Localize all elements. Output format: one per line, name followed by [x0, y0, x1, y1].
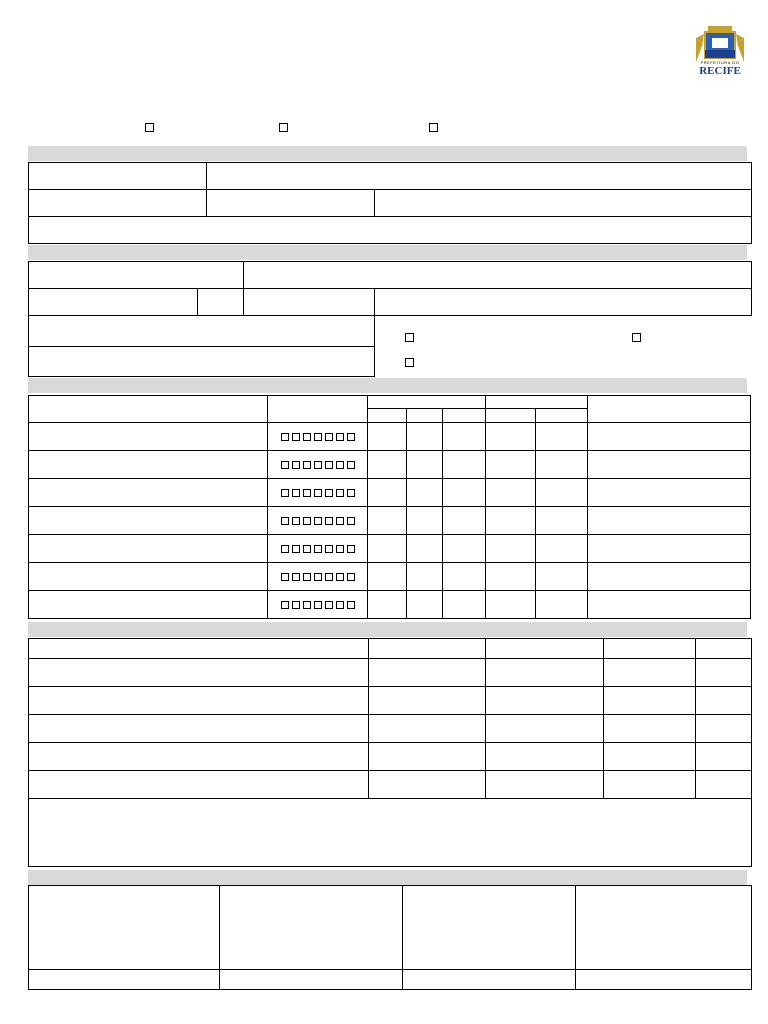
day-checkboxes-cell — [268, 479, 368, 507]
day-checkbox[interactable] — [292, 545, 300, 553]
field-cell[interactable] — [29, 262, 244, 289]
notes-cell[interactable] — [29, 799, 752, 867]
logo-name: RECIFE — [699, 65, 741, 77]
day-checkbox[interactable] — [281, 489, 289, 497]
field-cell[interactable] — [486, 479, 536, 507]
day-checkbox[interactable] — [281, 517, 289, 525]
options-cell — [375, 316, 752, 377]
header-cell — [407, 409, 443, 423]
header-cell — [368, 409, 407, 423]
field-cell[interactable] — [369, 659, 486, 687]
field-cell[interactable] — [604, 687, 696, 715]
field-cell[interactable] — [29, 347, 375, 377]
day-checkbox[interactable] — [281, 545, 289, 553]
field-cell[interactable] — [407, 591, 443, 619]
field-cell[interactable] — [486, 743, 604, 771]
day-checkbox[interactable] — [303, 573, 311, 581]
field-cell[interactable] — [443, 451, 486, 479]
option-checkbox-4[interactable] — [405, 333, 414, 342]
field-cell[interactable] — [29, 451, 268, 479]
field-cell[interactable] — [486, 423, 536, 451]
header-cell — [486, 639, 604, 659]
header-cell — [696, 639, 752, 659]
field-cell[interactable] — [29, 507, 268, 535]
day-checkbox[interactable] — [281, 433, 289, 441]
section-band-5 — [28, 870, 747, 885]
day-checkbox[interactable] — [325, 489, 333, 497]
field-cell[interactable] — [207, 163, 752, 190]
day-checkbox[interactable] — [292, 433, 300, 441]
field-cell[interactable] — [588, 451, 751, 479]
field-cell[interactable] — [443, 479, 486, 507]
field-cell[interactable] — [486, 563, 536, 591]
field-cell[interactable] — [220, 970, 403, 990]
section-1-table — [28, 162, 752, 244]
table-row — [29, 715, 752, 743]
field-cell[interactable] — [29, 316, 375, 347]
field-cell[interactable] — [369, 771, 486, 799]
field-cell[interactable] — [29, 289, 198, 316]
field-cell[interactable] — [486, 507, 536, 535]
day-checkbox[interactable] — [281, 573, 289, 581]
section-band-2 — [28, 245, 747, 260]
field-cell[interactable] — [368, 563, 407, 591]
table-row — [29, 423, 751, 451]
field-cell[interactable] — [29, 163, 207, 190]
day-checkbox[interactable] — [336, 433, 344, 441]
day-checkbox[interactable] — [303, 489, 311, 497]
field-cell[interactable] — [696, 659, 752, 687]
field-cell[interactable] — [486, 535, 536, 563]
field-cell[interactable] — [29, 591, 268, 619]
field-cell[interactable] — [375, 190, 752, 217]
field-cell[interactable] — [29, 687, 369, 715]
field-cell[interactable] — [368, 479, 407, 507]
field-cell[interactable] — [443, 591, 486, 619]
field-cell[interactable] — [407, 451, 443, 479]
table-row — [29, 687, 752, 715]
field-cell[interactable] — [29, 535, 268, 563]
field-cell[interactable] — [604, 771, 696, 799]
logo-subtitle: PREFEITURA DO — [700, 60, 740, 65]
day-checkbox[interactable] — [347, 461, 355, 469]
table-row — [29, 451, 751, 479]
field-cell[interactable] — [29, 771, 369, 799]
field-cell[interactable] — [696, 687, 752, 715]
table-row — [29, 659, 752, 687]
field-cell[interactable] — [407, 507, 443, 535]
day-checkbox[interactable] — [336, 573, 344, 581]
header-cell — [604, 639, 696, 659]
day-checkbox[interactable] — [336, 517, 344, 525]
section-5-table — [28, 885, 752, 990]
field-cell[interactable] — [536, 591, 588, 619]
field-cell[interactable] — [576, 970, 752, 990]
header-cell — [29, 396, 268, 423]
signature-cell[interactable] — [576, 886, 752, 970]
header-cell — [369, 639, 486, 659]
option-checkbox-5[interactable] — [632, 333, 641, 342]
day-checkbox[interactable] — [303, 517, 311, 525]
field-cell[interactable] — [29, 479, 268, 507]
day-checkbox[interactable] — [325, 517, 333, 525]
day-checkbox[interactable] — [292, 461, 300, 469]
field-cell[interactable] — [588, 423, 751, 451]
field-cell[interactable] — [486, 591, 536, 619]
field-cell[interactable] — [536, 563, 588, 591]
option-checkbox-3[interactable] — [429, 123, 438, 132]
field-cell[interactable] — [403, 970, 576, 990]
table-row — [29, 743, 752, 771]
day-checkbox[interactable] — [281, 601, 289, 609]
field-cell[interactable] — [375, 289, 752, 316]
day-checkbox[interactable] — [336, 545, 344, 553]
day-checkbox[interactable] — [325, 573, 333, 581]
day-checkbox[interactable] — [347, 517, 355, 525]
day-checkbox[interactable] — [314, 461, 322, 469]
table-row — [29, 591, 751, 619]
day-checkboxes-cell — [268, 423, 368, 451]
section-band-3 — [28, 378, 747, 393]
day-checkbox[interactable] — [336, 461, 344, 469]
day-checkbox[interactable] — [303, 601, 311, 609]
field-cell[interactable] — [536, 423, 588, 451]
signature-cell[interactable] — [220, 886, 403, 970]
header-cell — [486, 409, 536, 423]
field-cell[interactable] — [29, 190, 207, 217]
field-cell[interactable] — [29, 659, 369, 687]
field-cell[interactable] — [696, 771, 752, 799]
day-checkbox[interactable] — [303, 461, 311, 469]
day-checkbox[interactable] — [292, 573, 300, 581]
field-cell[interactable] — [486, 771, 604, 799]
field-cell[interactable] — [443, 535, 486, 563]
field-cell[interactable] — [588, 507, 751, 535]
day-checkbox[interactable] — [314, 573, 322, 581]
field-cell[interactable] — [588, 479, 751, 507]
header-cell — [29, 639, 369, 659]
field-cell[interactable] — [536, 535, 588, 563]
day-checkbox[interactable] — [303, 545, 311, 553]
field-cell[interactable] — [486, 715, 604, 743]
field-cell[interactable] — [407, 423, 443, 451]
field-cell[interactable] — [369, 715, 486, 743]
field-cell[interactable] — [486, 687, 604, 715]
field-cell[interactable] — [29, 743, 369, 771]
field-cell[interactable] — [486, 451, 536, 479]
day-checkbox[interactable] — [347, 545, 355, 553]
day-checkbox[interactable] — [325, 545, 333, 553]
day-checkbox[interactable] — [347, 601, 355, 609]
signature-cell[interactable] — [29, 886, 220, 970]
option-checkbox-1[interactable] — [145, 123, 154, 132]
field-cell[interactable] — [588, 535, 751, 563]
day-checkboxes-cell — [268, 535, 368, 563]
field-cell[interactable] — [369, 743, 486, 771]
day-checkbox[interactable] — [325, 433, 333, 441]
field-cell[interactable] — [29, 217, 752, 244]
field-cell[interactable] — [198, 289, 244, 316]
day-checkbox[interactable] — [292, 489, 300, 497]
header-cell — [486, 396, 588, 409]
field-cell[interactable] — [244, 262, 752, 289]
header-cell — [443, 409, 486, 423]
field-cell[interactable] — [407, 563, 443, 591]
signature-cell[interactable] — [403, 886, 576, 970]
day-checkbox[interactable] — [314, 517, 322, 525]
day-checkbox[interactable] — [292, 517, 300, 525]
day-checkbox[interactable] — [336, 601, 344, 609]
day-checkbox[interactable] — [347, 573, 355, 581]
header-cell — [588, 396, 751, 423]
field-cell[interactable] — [443, 563, 486, 591]
field-cell[interactable] — [29, 715, 369, 743]
day-checkbox[interactable] — [325, 461, 333, 469]
day-checkbox[interactable] — [314, 601, 322, 609]
day-checkbox[interactable] — [347, 489, 355, 497]
header-cell — [368, 396, 486, 409]
field-cell[interactable] — [368, 423, 407, 451]
day-checkbox[interactable] — [314, 489, 322, 497]
field-cell[interactable] — [443, 423, 486, 451]
day-checkbox[interactable] — [336, 489, 344, 497]
day-checkbox[interactable] — [292, 601, 300, 609]
day-checkbox[interactable] — [314, 545, 322, 553]
table-row — [29, 563, 751, 591]
field-cell[interactable] — [244, 289, 375, 316]
field-cell[interactable] — [604, 659, 696, 687]
section-3-table — [28, 395, 751, 619]
day-checkboxes-cell — [268, 563, 368, 591]
table-row — [29, 535, 751, 563]
day-checkbox[interactable] — [281, 461, 289, 469]
day-checkbox[interactable] — [347, 433, 355, 441]
field-cell[interactable] — [696, 715, 752, 743]
field-cell[interactable] — [604, 715, 696, 743]
day-checkboxes-cell — [268, 591, 368, 619]
field-cell[interactable] — [443, 507, 486, 535]
field-cell[interactable] — [407, 479, 443, 507]
option-checkbox-6[interactable] — [405, 358, 414, 367]
section-band-1 — [28, 146, 747, 161]
section-band-4 — [28, 622, 747, 637]
table-row — [29, 479, 751, 507]
table-row — [29, 507, 751, 535]
field-cell[interactable] — [486, 659, 604, 687]
day-checkboxes-cell — [268, 507, 368, 535]
day-checkbox[interactable] — [303, 433, 311, 441]
field-cell[interactable] — [368, 591, 407, 619]
field-cell[interactable] — [368, 535, 407, 563]
field-cell[interactable] — [368, 451, 407, 479]
field-cell[interactable] — [29, 563, 268, 591]
option-checkbox-2[interactable] — [279, 123, 288, 132]
table-row — [29, 771, 752, 799]
field-cell[interactable] — [536, 507, 588, 535]
field-cell[interactable] — [207, 190, 375, 217]
header-cell — [268, 396, 368, 423]
section-2-table — [28, 261, 752, 377]
field-cell[interactable] — [696, 743, 752, 771]
field-cell[interactable] — [588, 563, 751, 591]
field-cell[interactable] — [29, 970, 220, 990]
field-cell[interactable] — [604, 743, 696, 771]
section-4-table — [28, 638, 752, 867]
day-checkbox[interactable] — [325, 601, 333, 609]
header-cell — [536, 409, 588, 423]
day-checkboxes-cell — [268, 451, 368, 479]
day-checkbox[interactable] — [314, 433, 322, 441]
field-cell[interactable] — [588, 591, 751, 619]
field-cell[interactable] — [369, 687, 486, 715]
field-cell[interactable] — [368, 507, 407, 535]
field-cell[interactable] — [536, 451, 588, 479]
field-cell[interactable] — [407, 535, 443, 563]
field-cell[interactable] — [29, 423, 268, 451]
field-cell[interactable] — [536, 479, 588, 507]
